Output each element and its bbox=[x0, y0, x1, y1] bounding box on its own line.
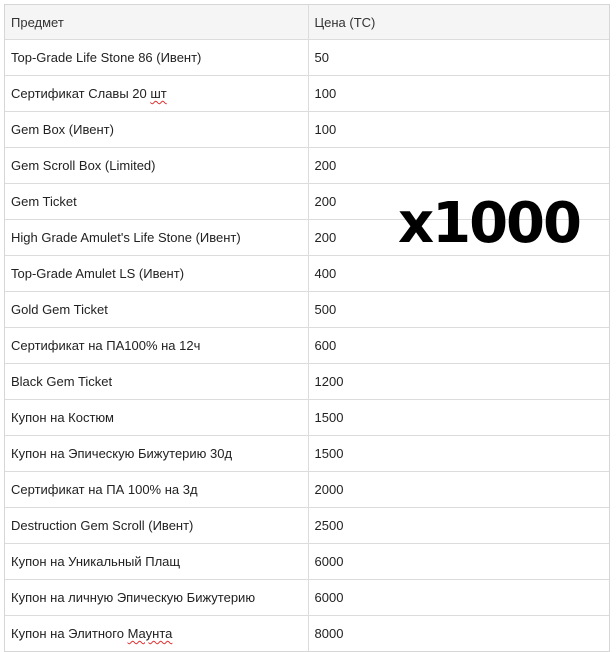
item-name-cell bbox=[5, 256, 308, 292]
table-row bbox=[5, 544, 609, 580]
item-name-text: Top-Grade Life Stone 86 (Ивент) bbox=[11, 50, 202, 65]
item-name-cell bbox=[5, 544, 308, 580]
price-cell: 1500 bbox=[308, 436, 609, 472]
price-cell: 100 bbox=[308, 76, 609, 112]
price-cell: 400 bbox=[308, 256, 609, 292]
table-row bbox=[5, 76, 609, 112]
table-row bbox=[5, 472, 609, 508]
item-name-text: Gem Scroll Box (Limited) bbox=[11, 158, 156, 173]
item-name-text: Gem Box (Ивент) bbox=[11, 122, 114, 137]
item-name-cell bbox=[5, 112, 308, 148]
item-name-text: Top-Grade Amulet LS (Ивент) bbox=[11, 266, 185, 281]
price-table-container bbox=[4, 4, 610, 652]
item-name-cell bbox=[5, 328, 308, 364]
price-table bbox=[5, 5, 609, 651]
price-cell: 200 bbox=[308, 148, 609, 184]
item-name-cell bbox=[5, 436, 308, 472]
table-row bbox=[5, 256, 609, 292]
item-name-cell bbox=[5, 616, 308, 652]
table-row bbox=[5, 148, 609, 184]
item-name-text: Gem Ticket bbox=[11, 194, 77, 209]
price-cell: 200 bbox=[308, 220, 609, 256]
item-name-text: Купон на Элитного bbox=[11, 626, 128, 641]
table-row bbox=[5, 40, 609, 76]
table-row bbox=[5, 580, 609, 616]
item-name-cell bbox=[5, 40, 308, 76]
price-cell: 6000 bbox=[308, 580, 609, 616]
table-row bbox=[5, 616, 609, 652]
table-header-row bbox=[5, 5, 609, 40]
table-row bbox=[5, 400, 609, 436]
table-body bbox=[5, 40, 609, 652]
item-name-cell bbox=[5, 292, 308, 328]
item-name-text: Сертификат на ПА 100% на 3д bbox=[11, 482, 198, 497]
item-name-text: Купон на личную Эпическую Бижутерию bbox=[11, 590, 256, 605]
table-row bbox=[5, 436, 609, 472]
item-name-text: Destruction Gem Scroll (Ивент) bbox=[11, 518, 194, 533]
spellcheck-marked-word: шт bbox=[150, 86, 167, 101]
table-row bbox=[5, 328, 609, 364]
price-cell: 2500 bbox=[308, 508, 609, 544]
item-name-cell bbox=[5, 508, 308, 544]
price-cell: 8000 bbox=[308, 616, 609, 652]
table-row bbox=[5, 292, 609, 328]
price-cell: 500 bbox=[308, 292, 609, 328]
price-cell: 1500 bbox=[308, 400, 609, 436]
price-cell: 200 bbox=[308, 184, 609, 220]
item-name-text: Сертификат Славы 20 bbox=[11, 86, 151, 101]
price-cell: 50 bbox=[308, 40, 609, 76]
item-name-text: High Grade Amulet's Life Stone (Ивент) bbox=[11, 230, 241, 245]
price-cell: 6000 bbox=[308, 544, 609, 580]
price-cell: 2000 bbox=[308, 472, 609, 508]
item-name-cell bbox=[5, 364, 308, 400]
price-cell: 1200 bbox=[308, 364, 609, 400]
item-name-cell bbox=[5, 184, 308, 220]
price-cell: 100 bbox=[308, 112, 609, 148]
price-cell: 600 bbox=[308, 328, 609, 364]
table-row bbox=[5, 364, 609, 400]
table-row bbox=[5, 112, 609, 148]
spellcheck-marked-word: Маунта bbox=[127, 626, 173, 641]
column-header-item: Предмет bbox=[5, 5, 308, 40]
multiplier-overlay-text: x1000 bbox=[398, 191, 580, 256]
item-name-cell bbox=[5, 148, 308, 184]
item-name-text: Gold Gem Ticket bbox=[11, 302, 108, 317]
item-name-text: Сертификат на ПА100% на 12ч bbox=[11, 338, 201, 353]
table-row bbox=[5, 508, 609, 544]
item-name-text: Black Gem Ticket bbox=[11, 374, 113, 389]
item-name-text: Купон на Костюм bbox=[11, 410, 114, 425]
item-name-cell bbox=[5, 400, 308, 436]
item-name-cell bbox=[5, 580, 308, 616]
column-header-price: Цена (TC) bbox=[308, 5, 609, 40]
item-name-cell bbox=[5, 76, 308, 112]
item-name-cell bbox=[5, 472, 308, 508]
item-name-text: Купон на Уникальный Плащ bbox=[11, 554, 181, 569]
item-name-text: Купон на Эпическую Бижутерию 30д bbox=[11, 446, 233, 461]
item-name-cell bbox=[5, 220, 308, 256]
